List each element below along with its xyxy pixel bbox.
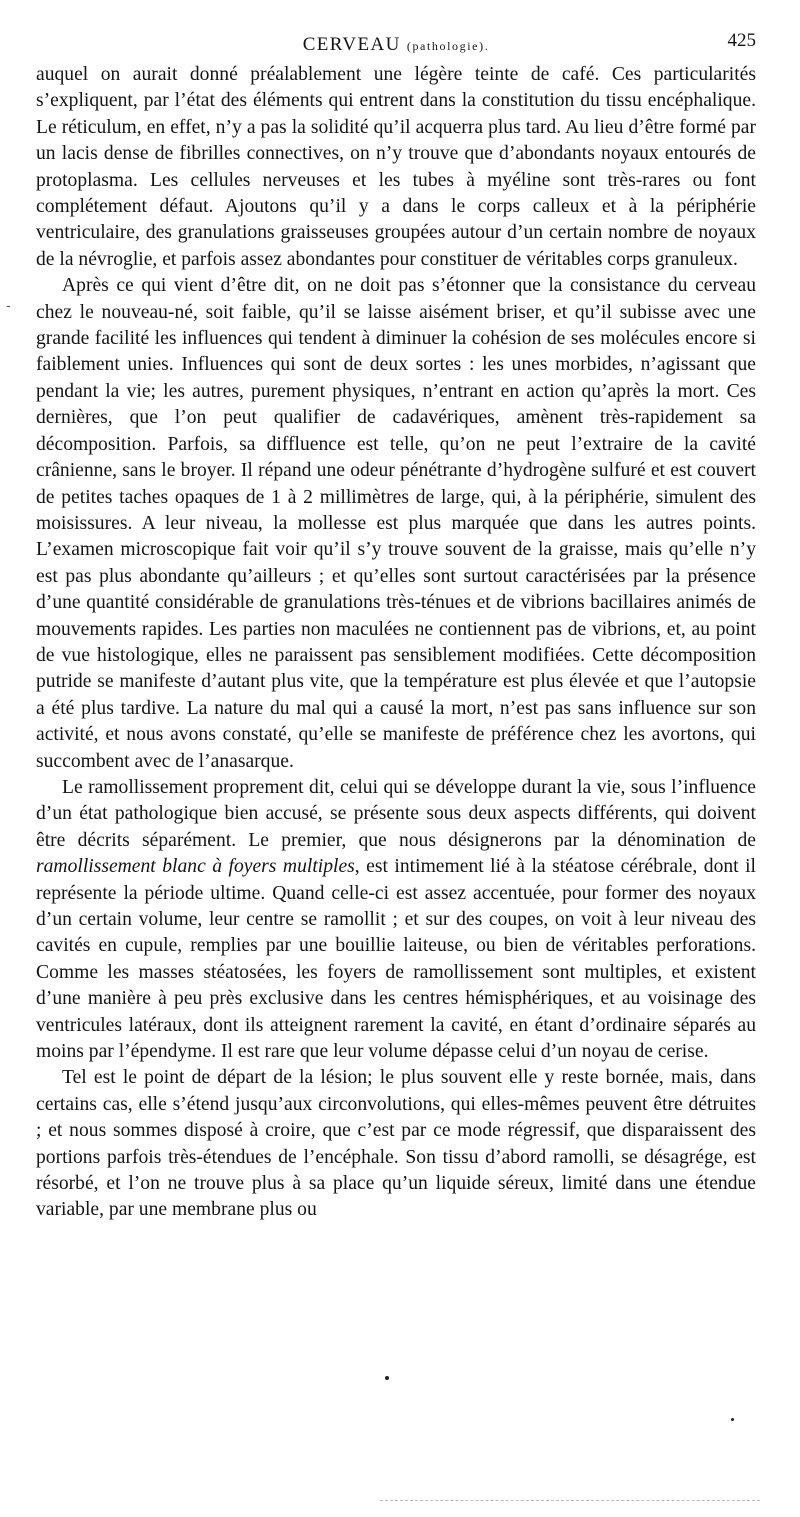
paragraph (36, 273, 756, 775)
paragraph (36, 62, 756, 273)
bleed-through-rule (380, 1500, 760, 1502)
paragraph-text: , est intimement lié à la stéatose cérébrale, dont il représente la période ultime. Quand celle-ci est assez accentuée, pour former des noyaux d’un certain volume, leur centre se ramollit ; et sur des coupes, on voit à leur niveau des cavités en cupule, remplies par une bouillie laiteuse, ou bien de véritables perforations. Comme les masses stéatosées, les foyers de ramollissement sont multiples, et existent d’une manière à peu près exclusive dans les centres hémisphériques, et au voisinage des ventricules latéraux, dont ils atteignent rarement la cavité, en étant d’ordinaire séparés au moins par l’épendyme. Il est rare que leur volume dépasse celui d’un noyau de cerise. (36, 856, 756, 1063)
paragraph-text: auquel on aurait donné préalablement une légère teinte de café. Ces particularités s’expliquent, par l’état des éléments qui entrent dans la constitution du tissu encéphalique. Le réticulum, en effet, n’y a pas la solidité qu’il acquerra plus tard. Au lieu d’être formé par un lacis dense de fibrilles connectives, on n’y trouve que d’abondants noyaux entourés de protoplasma. Les cellules nerveuses et les tubes à myéline sont très-rares ou font complétement défaut. Ajoutons qu’il y a dans le corps calleux et à la périphérie ventriculaire, des granulations graisseuses groupées autour d’un certain nombre de noyaux de la névroglie, et parfois assez abondantes pour constituer de véritables corps granuleux. (36, 64, 756, 270)
paragraph-text: Après ce qui vient d’être dit, on ne doit pas s’étonner que la consistance du cerveau chez le nouveau-né, soit faible, qu’il se laisse aisément briser, et qu’il subisse avec une grande facilité les influences qui tendent à diminuer la cohésion de ses molécules encore si faiblement unies. Influences qui sont de deux sortes : les unes morbides, n’agissant que pendant la vie; les autres, purement physiques, n’entrant en action qu’après la mort. Ces dernières, que l’on peut qualifier de cadavériques, amènent très-rapidement sa décomposition. Parfois, sa diffluence est telle, qu’on ne peut l’extraire de la cavité crânienne, sans le broyer. Il répand une odeur pénétrante d’hydrogène sulfuré et est couvert de petites taches opaques de 1 à 2 millimètres de large, qui, à la périphérie, simulent des moisissures. A leur niveau, la mollesse est plus marquée que dans les autres points. L’examen microscopique fait voir qu’il s’y trouve souvent de la graisse, mais qu’elle n’y est pas plus abondante qu’ailleurs ; et qu’elles sont surtout caractérisées par la présence d’une quantité considérable de granulations très-ténues et de vibrions bacillaires animés de mouvements rapides. Les parties non maculées ne contiennent pas de vibrions, et, au point de vue histologique, elles ne paraissent pas sensiblement modifiées. Cette décomposition putride se manifeste d’autant plus vite, que la température est plus élevée et que l’autopsie a été plus tardive. La nature du mal qui a causé la mort, n’est pas sans influence sur son activité, et nous avons constaté, qu’elle se manifeste de préférence chez les avortons, qui succombent avec de l’anasarque. (36, 275, 756, 772)
running-head-title: CERVEAU (302, 34, 401, 55)
margin-dash-mark: - (6, 298, 11, 314)
italic-term: ramollissement blanc à foyers multiples (36, 856, 355, 878)
running-head-subtitle: (pathologie). (406, 39, 490, 53)
paragraph (36, 1065, 756, 1223)
paragraph-text: Tel est le point de départ de la lésion; le plus souvent elle y reste bornée, mais, dans certains cas, elle s’étend jusqu’aux circonvolutions, qui elles-mêmes peuvent être détruites ; et nous sommes disposé à croire, que c’est par ce mode régressif, que disparaissent des portions parfois très-étendues de l’encéphale. Son tissu d’abord ramolli, se désagrége, est résorbé, et l’on ne trouve plus à sa place qu’un liquide séreux, limité dans une étendue variable, par une membrane plus ou (36, 1067, 756, 1221)
body-text (36, 62, 756, 1224)
page-header (36, 30, 756, 60)
ink-speck (385, 1376, 389, 1380)
running-head (36, 34, 756, 56)
paragraph (36, 775, 756, 1065)
ink-speck (731, 1418, 734, 1421)
paragraph-text: Le ramollissement proprement dit, celui qui se développe durant la vie, sous l’influence d’un état pathologique bien accusé, se présente sous deux aspects différents, qui doivent être décrits séparément. Le premier, que nous désignerons par la dénomination de (36, 776, 756, 851)
page-number: 425 (727, 30, 756, 51)
